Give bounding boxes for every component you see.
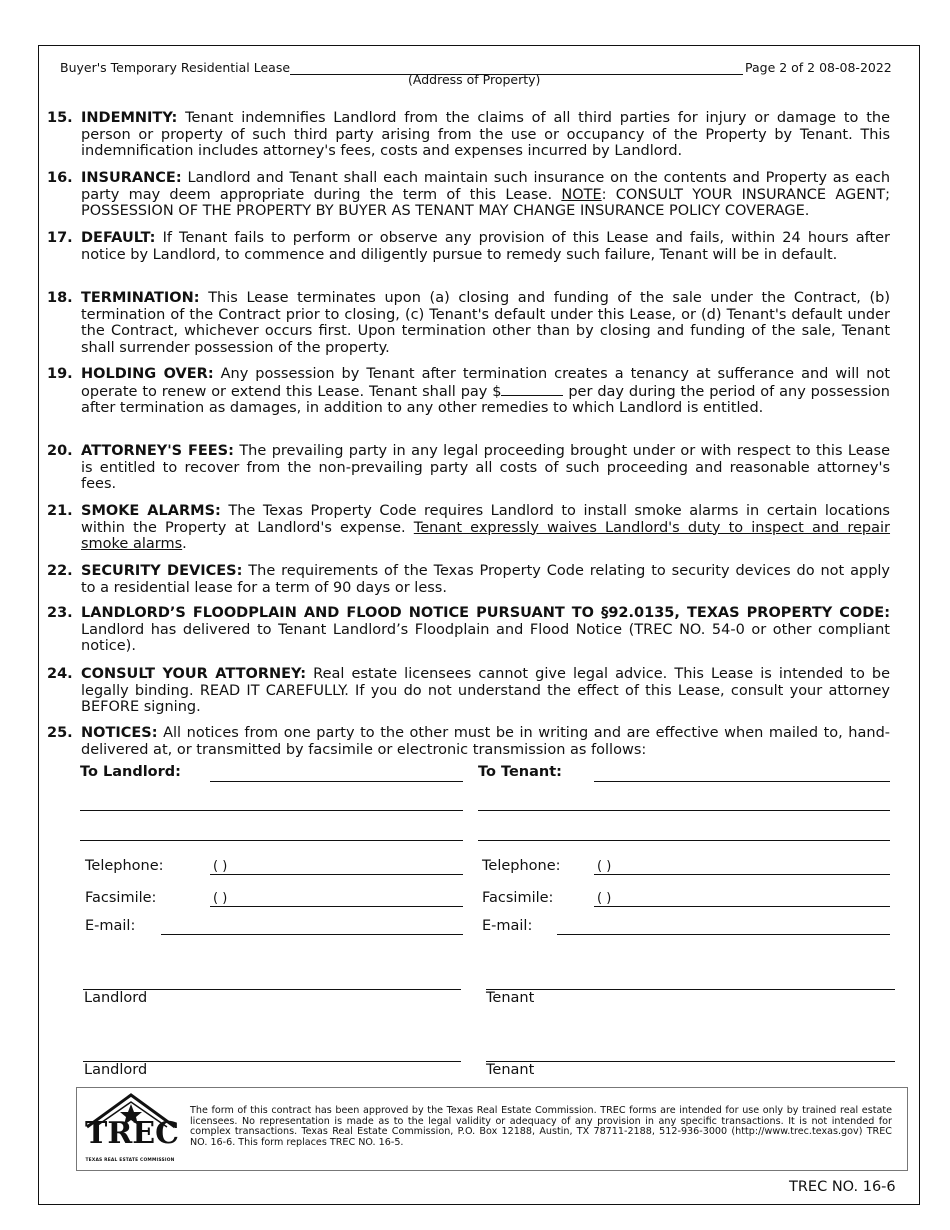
- section-text: Tenant indemnifies Landlord from the claims of all third parties for injury or damage to the person or property of such third party arising from the use or occupancy of the Property by Tenant. This indemnification includes attorney's fees, costs and expenses incurred by Landlord.: [81, 110, 890, 159]
- section-number: 15.: [47, 110, 73, 126]
- tenant-facsimile-field[interactable]: [594, 906, 890, 907]
- tenant-address-line-2[interactable]: [478, 810, 890, 811]
- landlord-telephone-field[interactable]: [210, 874, 463, 875]
- landlord-email-label: E-mail:: [85, 918, 136, 934]
- tenant-facsimile-label: Facsimile:: [482, 890, 554, 906]
- tenant-address-line-3[interactable]: [478, 840, 890, 841]
- note-text: : CONSULT YOUR INSURANCE AGENT; POSSESSION OF THE PROPERTY BY BUYER AS TENANT MAY CHANGE INSURANCE POLICY COVERAGE.: [81, 186, 891, 219]
- section-number: 19.: [47, 366, 73, 382]
- section-title: LANDLORD’S FLOODPLAIN AND FLOOD NOTICE PURSUANT TO §92.0135, TEXAS PROPERTY CODE:: [81, 605, 890, 621]
- section-tail: .: [182, 536, 187, 552]
- tenant-telephone-area: ( ): [597, 859, 612, 874]
- landlord-facsimile-field[interactable]: [210, 906, 463, 907]
- tenant-signature-label-1: Tenant: [486, 990, 535, 1006]
- section-20: [47, 443, 890, 493]
- tenant-signature-line-1[interactable]: [486, 989, 895, 990]
- holdover-amount-field[interactable]: [501, 383, 563, 396]
- footer-disclaimer: The form of this contract has been approved by the Texas Real Estate Commission. TREC forms are intended for use only by trained real estate licensees. No representation is made as to the legal validity or adequacy of any provision in any specific transactions. It is not intended for complex transactions. Texas Real Estate Commission, P.O. Box 12188, Austin, TX 78711-2188, 512-936-3000 (http://www.trec.texas.gov) TREC NO. 16-6. This form replaces TREC NO. 16-5.: [190, 1105, 892, 1148]
- section-number: 20.: [47, 443, 73, 459]
- landlord-facsimile-label: Facsimile:: [85, 890, 157, 906]
- page-info: Page 2 of 2 08-08-2022: [745, 60, 892, 75]
- landlord-address-line-2[interactable]: [80, 810, 463, 811]
- section-number: 24.: [47, 666, 73, 682]
- to-tenant-label: To Tenant:: [478, 764, 562, 780]
- section-18: [47, 290, 890, 356]
- section-title: INSURANCE:: [81, 170, 182, 186]
- section-number: 23.: [47, 605, 73, 621]
- section-22: [47, 563, 890, 596]
- tenant-facsimile-area: ( ): [597, 891, 612, 906]
- landlord-signature-label-2: Landlord: [84, 1062, 148, 1078]
- section-text: This Lease terminates upon (a) closing and funding of the sale under the Contract, (b) termination of the Contract prior to closing, (c) Tenant's default under this Lease, or (d) Tenant's default under the Contract, whichever occurs first. Upon termination other than by closing and funding of the sale, Tenant shall surrender possession of the property.: [81, 290, 891, 356]
- section-title: ATTORNEY'S FEES:: [81, 443, 234, 459]
- section-text: The requirements of the Texas Property Code relating to security devices do not apply to a residential lease for a term of 90 days or less.: [81, 563, 891, 596]
- tenant-signature-label-2: Tenant: [486, 1062, 535, 1078]
- section-text: Landlord and Tenant shall each maintain such insurance on the contents and Property as each party may deem appropriate during the term of this Lease.: [81, 170, 891, 203]
- section-19: [47, 366, 890, 417]
- logo-text: TREC: [85, 1116, 179, 1151]
- landlord-facsimile-area: ( ): [213, 891, 228, 906]
- landlord-telephone-area: ( ): [213, 859, 228, 874]
- tenant-signature-line-2[interactable]: [486, 1061, 895, 1062]
- section-title: CONSULT YOUR ATTORNEY:: [81, 666, 307, 682]
- section-21: [47, 503, 890, 553]
- footer-box: [76, 1087, 908, 1171]
- tenant-telephone-field[interactable]: [594, 874, 890, 875]
- section-text-cont: per day during the period of any possession after termination as damages, in addition to any other remedies to which Landlord is entitled.: [81, 383, 890, 416]
- section-text: Real estate licensees cannot give legal advice. This Lease is intended to be legally binding. READ IT CAREFULLY. If you do not understand the effect of this Lease, consult your attorney BEFORE signing.: [81, 666, 890, 715]
- form-number: TREC NO. 16-6: [789, 1179, 896, 1195]
- landlord-email-field[interactable]: [161, 934, 463, 935]
- section-title: TERMINATION:: [81, 290, 200, 306]
- section-number: 16.: [47, 170, 73, 186]
- section-text: If Tenant fails to perform or observe any provision of this Lease and fails, within 24 hours after notice by Landlord, to commence and diligently pursue to remedy such failure, Tenant will be in default.: [81, 230, 891, 263]
- section-title: SMOKE ALARMS:: [81, 503, 221, 519]
- note-label: NOTE: [561, 186, 602, 203]
- section-title: DEFAULT:: [81, 230, 156, 246]
- landlord-telephone-label: Telephone:: [85, 858, 164, 874]
- section-24: [47, 666, 890, 716]
- section-25: [47, 725, 890, 758]
- section-number: 18.: [47, 290, 73, 306]
- landlord-address-line-1[interactable]: [210, 781, 463, 782]
- section-number: 17.: [47, 230, 73, 246]
- section-16: [47, 170, 890, 220]
- tenant-address-line-1[interactable]: [594, 781, 890, 782]
- section-title: HOLDING OVER:: [81, 366, 214, 382]
- landlord-signature-label-1: Landlord: [84, 990, 148, 1006]
- form-name: Buyer's Temporary Residential Lease: [60, 60, 291, 75]
- section-title: NOTICES:: [81, 725, 158, 741]
- section-text: The Texas Property Code requires Landlord to install smoke alarms in certain locations within the Property at Landlord's expense.: [81, 503, 890, 536]
- section-number: 21.: [47, 503, 73, 519]
- waiver-text: Tenant expressly waives Landlord's duty to inspect and repair smoke alarms: [81, 519, 891, 552]
- address-caption: (Address of Property): [408, 72, 541, 87]
- tenant-telephone-label: Telephone:: [482, 858, 561, 874]
- to-landlord-label: To Landlord:: [80, 764, 181, 780]
- section-text: Landlord has delivered to Tenant Landlord’s Floodplain and Flood Notice (TREC NO. 54-0 or other compliant notice).: [81, 621, 890, 654]
- section-text: The prevailing party in any legal proceeding brought under or with respect to this Lease is entitled to recover from the non-prevailing party all costs of such proceeding and reasonable attorney's fees.: [81, 443, 891, 492]
- logo-subtitle: TEXAS REAL ESTATE COMMISSION: [85, 1158, 175, 1163]
- landlord-address-line-3[interactable]: [80, 840, 463, 841]
- section-number: 22.: [47, 563, 73, 579]
- tenant-email-label: E-mail:: [482, 918, 533, 934]
- section-text: All notices from one party to the other must be in writing and are effective when mailed to, hand-delivered at, or transmitted by facsimile or electronic transmission as follows:: [81, 725, 891, 758]
- section-15: [47, 110, 890, 160]
- section-text: Any possession by Tenant after termination creates a tenancy at sufferance and will not operate to renew or extend this Lease. Tenant shall pay $: [81, 366, 891, 400]
- tenant-email-field[interactable]: [557, 934, 890, 935]
- section-title: INDEMNITY:: [81, 110, 178, 126]
- section-17: [47, 230, 890, 263]
- section-number: 25.: [47, 725, 73, 741]
- section-23: [47, 605, 890, 655]
- section-title: SECURITY DEVICES:: [81, 563, 243, 579]
